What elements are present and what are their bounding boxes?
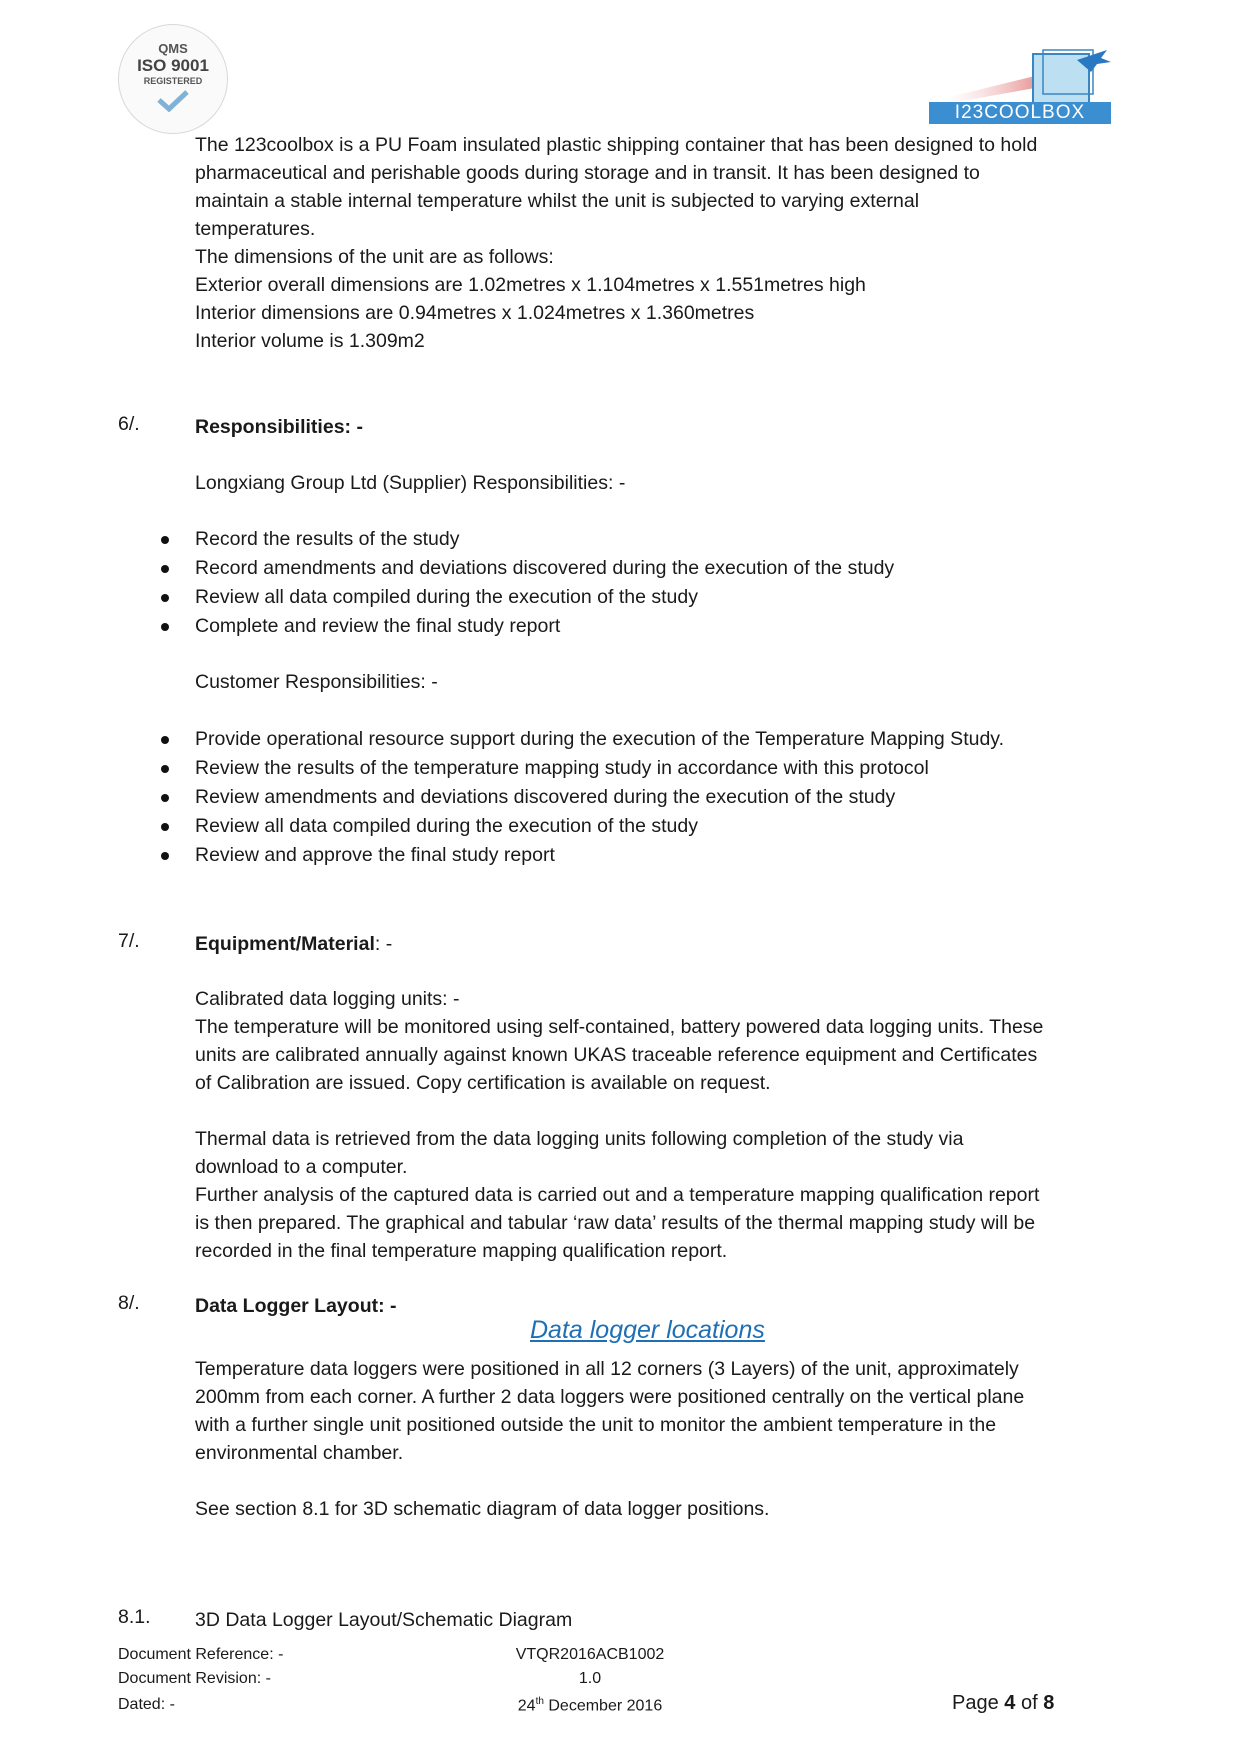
section-7-number: 7/. bbox=[118, 930, 140, 952]
badge-qms: QMS bbox=[158, 41, 188, 56]
supplier-responsibilities-heading: Longxiang Group Ltd (Supplier) Responsibilities: - bbox=[195, 472, 626, 494]
footer-rev-value: 1.0 bbox=[578, 1670, 602, 1687]
paragraph-line: Temperature data loggers were positioned in all 12 corners (3 Layers) of the unit, approximately bbox=[195, 1358, 1019, 1380]
paragraph-line: Calibrated data logging units: - bbox=[195, 988, 460, 1010]
logo-box-plane-icon bbox=[925, 46, 1115, 106]
date-rest: December 2016 bbox=[543, 1697, 663, 1715]
iso-badge bbox=[118, 24, 228, 134]
paragraph-line: 200mm from each corner. A further 2 data loggers were positioned centrally on the vertical plane bbox=[195, 1386, 1025, 1408]
page-number bbox=[952, 1692, 1054, 1715]
page-total: 8 bbox=[1043, 1692, 1055, 1714]
equipment-paragraph-1 bbox=[195, 985, 1135, 1097]
page-current: 4 bbox=[1004, 1692, 1016, 1714]
customer-responsibilities-heading: Customer Responsibilities: - bbox=[195, 671, 438, 693]
interior-dimensions: Interior dimensions are 0.94metres x 1.024metres x 1.360metres bbox=[195, 302, 755, 324]
footer-rev-label: Document Revision: - bbox=[118, 1670, 271, 1687]
supplier-responsibilities-list bbox=[195, 525, 1135, 641]
page-prefix: Page bbox=[952, 1692, 1005, 1714]
list-item: Record amendments and deviations discovered during the execution of the study bbox=[195, 554, 1135, 583]
paragraph-line: units are calibrated annually against known UKAS traceable reference equipment and Certificates bbox=[195, 1044, 1038, 1066]
logger-paragraph-2: See section 8.1 for 3D schematic diagram of data logger positions. bbox=[195, 1498, 770, 1520]
company-logo bbox=[925, 46, 1115, 124]
logger-paragraph-1 bbox=[195, 1355, 1135, 1467]
badge-registered: REGISTERED bbox=[143, 76, 203, 86]
checkmark-icon bbox=[156, 90, 190, 112]
list-item: Review all data compiled during the execution of the study bbox=[195, 583, 1135, 612]
list-item: Review the results of the temperature mapping study in accordance with this protocol bbox=[195, 754, 1135, 783]
list-item: Record the results of the study bbox=[195, 525, 1135, 554]
logo-text: I23COOLBOX bbox=[929, 102, 1111, 124]
footer-ref-value: VTQR2016ACB1002 bbox=[515, 1646, 665, 1663]
paragraph-line: of Calibration are issued. Copy certification is available on request. bbox=[195, 1072, 771, 1094]
section-8-number: 8/. bbox=[118, 1292, 140, 1314]
paragraph-line: The temperature will be monitored using self-contained, battery powered data logging units. These bbox=[195, 1016, 1044, 1038]
intro-line: The 123coolbox is a PU Foam insulated plastic shipping container that has been designed to hold bbox=[195, 134, 1038, 156]
paragraph-line: Further analysis of the captured data is carried out and a temperature mapping qualification report bbox=[195, 1184, 1040, 1206]
paragraph-line: environmental chamber. bbox=[195, 1442, 404, 1464]
list-item: Review amendments and deviations discovered during the execution of the study bbox=[195, 783, 1135, 812]
section-7-title-text: Equipment/Material bbox=[195, 933, 375, 955]
footer-ref-label: Document Reference: - bbox=[118, 1646, 284, 1663]
paragraph-line: Thermal data is retrieved from the data logging units following completion of the study via bbox=[195, 1128, 964, 1150]
section-8-1-title: 3D Data Logger Layout/Schematic Diagram bbox=[195, 1609, 573, 1631]
list-item: Provide operational resource support during the execution of the Temperature Mapping Study. bbox=[195, 725, 1135, 754]
dimensions-heading: The dimensions of the unit are as follows: bbox=[195, 246, 554, 268]
intro-line: pharmaceutical and perishable goods during storage and in transit. It has been designed to bbox=[195, 162, 980, 184]
intro-line: temperatures. bbox=[195, 218, 316, 240]
customer-responsibilities-list bbox=[195, 725, 1135, 870]
date-suffix: th bbox=[535, 1696, 544, 1707]
badge-iso: ISO 9001 bbox=[137, 56, 209, 75]
section-8-1-number: 8.1. bbox=[118, 1606, 151, 1628]
list-item: Review and approve the final study report bbox=[195, 841, 1135, 870]
section-6-title: Responsibilities: - bbox=[195, 416, 363, 438]
paragraph-line: download to a computer. bbox=[195, 1156, 408, 1178]
interior-volume: Interior volume is 1.309m2 bbox=[195, 330, 425, 352]
list-item: Review all data compiled during the execution of the study bbox=[195, 812, 1135, 841]
exterior-dimensions: Exterior overall dimensions are 1.02metres x 1.104metres x 1.551metres high bbox=[195, 274, 866, 296]
section-6-number: 6/. bbox=[118, 413, 140, 435]
equipment-paragraph-2 bbox=[195, 1125, 1135, 1265]
paragraph-line: with a further single unit positioned outside the unit to monitor the ambient temperature in the bbox=[195, 1414, 997, 1436]
page-of: of bbox=[1015, 1692, 1044, 1714]
section-7-title-suffix: : - bbox=[374, 933, 393, 955]
date-day: 24 bbox=[517, 1697, 536, 1715]
intro-line: maintain a stable internal temperature whilst the unit is subjected to varying external bbox=[195, 190, 920, 212]
data-logger-locations-link[interactable]: Data logger locations bbox=[530, 1316, 765, 1344]
paragraph-line: recorded in the final temperature mapping qualification report. bbox=[195, 1240, 728, 1262]
list-item: Complete and review the final study report bbox=[195, 612, 1135, 641]
section-7-title bbox=[195, 930, 1135, 958]
footer-date-label: Dated: - bbox=[118, 1696, 175, 1713]
intro-paragraph bbox=[195, 131, 1135, 355]
paragraph-line: is then prepared. The graphical and tabular ‘raw data’ results of the thermal mapping study will be bbox=[195, 1212, 1036, 1234]
section-8-title: Data Logger Layout: - bbox=[195, 1295, 397, 1317]
footer-date-value bbox=[460, 1696, 720, 1715]
